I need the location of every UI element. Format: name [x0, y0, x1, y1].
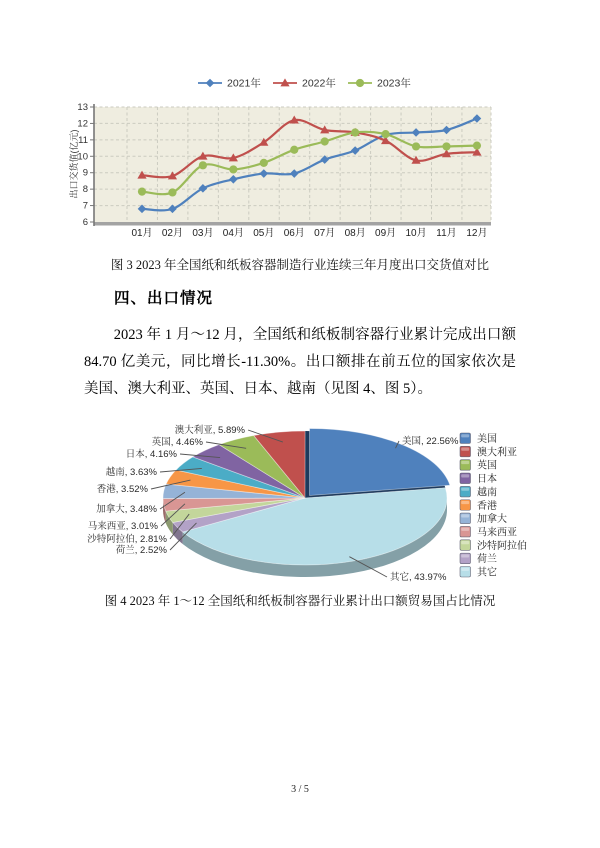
marker-circle	[412, 142, 420, 150]
marker-circle	[229, 165, 237, 173]
pie-slice-label-荷兰: 荷兰, 2.52%	[115, 545, 167, 556]
legend-item-2021年	[198, 77, 261, 90]
pie-legend-swatch-highlight	[461, 528, 469, 531]
pie-legend-label: 沙特阿拉伯	[477, 540, 527, 552]
marker-circle	[260, 159, 268, 167]
figure3-caption: 图 3 2023 年全国纸和纸板容器制造行业连续三年月度出口交货值对比	[110, 258, 490, 272]
x-tick-label: 07月	[314, 228, 336, 239]
pie-legend-swatch-highlight	[461, 501, 469, 504]
section-heading: 四、出口情况	[114, 290, 214, 307]
pie-legend-item-越南	[460, 485, 497, 498]
x-tick-label: 01月	[131, 228, 153, 239]
pie-legend-swatch-highlight	[461, 541, 469, 544]
x-tick-label: 11月	[436, 228, 457, 239]
pie-legend-swatch-highlight	[461, 554, 469, 557]
marker-circle	[138, 188, 146, 196]
pie-slice-label-英国: 英国, 4.46%	[151, 437, 203, 448]
marker-circle	[473, 142, 481, 150]
marker-diamond	[206, 79, 215, 88]
pie-legend-label: 香港	[477, 500, 497, 512]
pie-legend-swatch-highlight	[461, 461, 469, 464]
pie-legend-label: 越南	[477, 487, 497, 499]
page-number: 3 / 5	[291, 784, 309, 795]
x-tick-label: 12月	[466, 228, 488, 239]
pie-legend-swatch-highlight	[461, 488, 469, 491]
marker-circle	[382, 130, 390, 138]
pie-legend-label: 日本	[477, 474, 497, 486]
marker-circle	[321, 137, 329, 145]
pie-legend-item-其它	[460, 566, 497, 579]
pie-legend-item-马来西亚	[460, 525, 517, 538]
figure4-caption: 图 4 2023 年 1～12 全国纸和纸板制容器行业累计出口额贸易国占比情况	[104, 594, 496, 608]
legend-label: 2021年	[227, 77, 261, 90]
pie-slice-label-其它: 其它, 43.97%	[390, 572, 447, 583]
y-tick-label: 11	[78, 134, 88, 146]
marker-circle	[290, 146, 298, 154]
pie-legend-item-英国	[460, 459, 497, 472]
y-tick-label: 7	[82, 200, 88, 212]
figure3-line-chart	[60, 66, 540, 252]
pie-legend-swatch-highlight	[461, 474, 469, 477]
x-tick-label: 04月	[222, 228, 244, 239]
pie-legend-label: 美国	[477, 434, 497, 445]
pie-legend-label: 加拿大	[477, 514, 507, 526]
legend-item-2022年	[273, 77, 336, 90]
y-axis-title: 出口交货值(亿元)	[69, 129, 79, 199]
pie-slice-label-香港: 香港, 3.52%	[96, 484, 148, 495]
x-tick-label: 05月	[253, 228, 275, 239]
pie-legend-label: 英国	[477, 460, 497, 472]
marker-circle	[168, 188, 176, 196]
y-tick-label: 10	[77, 151, 88, 163]
pie-legend-item-日本	[460, 472, 497, 485]
legend-label: 2023年	[377, 77, 411, 90]
pie-legend-label: 荷兰	[477, 554, 497, 566]
pie-legend-item-美国	[460, 432, 497, 445]
pie-legend-item-沙特阿拉伯	[460, 539, 527, 552]
pie-slice-label-澳大利亚: 澳大利亚, 5.89%	[174, 425, 245, 436]
pie-slice-label-加拿大: 加拿大, 3.48%	[96, 504, 157, 515]
pie-slice-label-日本: 日本, 4.16%	[125, 449, 177, 460]
pie-slice-label-美国: 美国, 22.56%	[402, 436, 459, 447]
pie-legend-item-香港	[460, 499, 497, 512]
marker-circle	[199, 161, 207, 169]
legend-item-2023年	[348, 77, 411, 90]
y-tick-label: 13	[77, 102, 88, 113]
pie-legend-swatch-highlight	[461, 568, 469, 571]
pie-legend-swatch-highlight	[461, 514, 469, 517]
pie-legend-item-澳大利亚	[460, 445, 517, 458]
pie-legend-swatch-highlight	[461, 434, 469, 437]
y-tick-label: 8	[82, 184, 88, 196]
y-tick-label: 12	[77, 118, 88, 130]
legend-label: 2022年	[302, 77, 336, 90]
figure4-pie-chart	[80, 415, 563, 587]
pie-legend-item-荷兰	[460, 552, 497, 565]
pie-legend-swatch-highlight	[461, 448, 469, 451]
x-tick-label: 08月	[344, 228, 366, 239]
x-axis-band	[94, 222, 491, 226]
x-tick-label: 10月	[405, 228, 427, 239]
y-tick-label: 6	[82, 217, 88, 228]
pie-legend-item-加拿大	[460, 512, 507, 525]
marker-circle	[442, 142, 450, 150]
x-tick-label: 09月	[375, 228, 397, 239]
marker-circle	[356, 79, 364, 87]
pie-slice-label-马来西亚: 马来西亚, 3.01%	[87, 521, 158, 532]
body-paragraph: 2023 年 1 月～12 月，全国纸和纸板制容器行业累计完成出口额 84.70 亿美元，同比增长-11.30%。出口额排在前五位的国家依次是美国、澳大利亚、英国、日本、越南（见图 4、图 5）。	[84, 327, 516, 397]
pie-legend-label: 马来西亚	[477, 527, 517, 539]
pie-slice-label-越南: 越南, 3.63%	[105, 467, 157, 478]
x-tick-label: 02月	[161, 228, 184, 239]
x-tick-label: 06月	[283, 228, 305, 239]
y-tick-label: 9	[82, 167, 88, 179]
x-tick-label: 03月	[192, 228, 214, 239]
pie-legend-label: 澳大利亚	[477, 447, 517, 459]
marker-circle	[351, 128, 359, 136]
pie-slice-label-沙特阿拉伯: 沙特阿拉伯, 2.81%	[87, 534, 167, 545]
pie-legend-label: 其它	[477, 567, 497, 579]
